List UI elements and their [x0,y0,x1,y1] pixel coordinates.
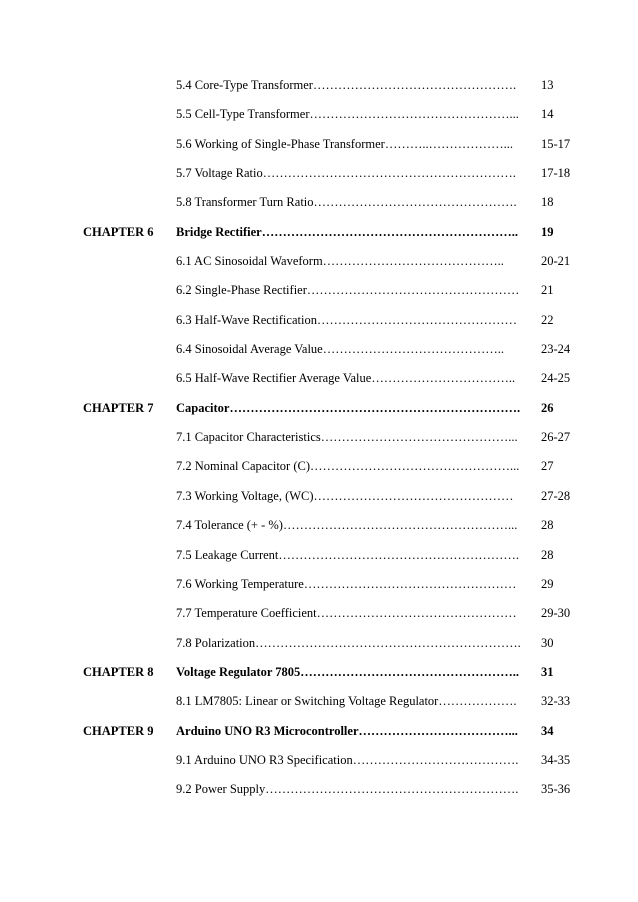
toc-entry-row [0,511,638,540]
toc-page-number: 13 [541,78,554,92]
toc-page-number: 15-17 [541,136,571,151]
toc-entry-title: 6.3 Half-Wave Rectification………………………………………… [176,312,517,327]
toc-entry-title: 7.2 Nominal Capacitor (C)…………………………………………... [176,459,520,474]
toc-entry-row [0,746,638,775]
toc-chapter-label: CHAPTER 7 [83,400,154,415]
toc-page-number: 14 [541,107,554,122]
toc-entry-title: 7.4 Tolerance (+ - %)………………………………………………... [176,518,518,533]
toc-entry-row [0,276,638,305]
toc-entry-row [0,570,638,599]
toc-entry-title: 6.2 Single-Phase Rectifier…………………………………………… [176,283,520,298]
toc-chapter-row [0,717,638,746]
toc-entry-title: 5.7 Voltage Ratio……………………………………………………. [176,166,516,181]
toc-entry-row [0,188,638,217]
toc-entry-title: 5.6 Working of Single-Phase Transformer………..………………... [176,136,513,151]
toc-page-number: 26-27 [541,430,571,445]
toc-entry-title: 7.6 Working Temperature…………………………………………… [176,576,517,591]
toc-entry-row [0,482,638,511]
toc-page-number: 35-36 [541,782,571,797]
toc-entry-title: 8.1 LM7805: Linear or Switching Voltage Regulator………………. [176,694,517,709]
toc-entry-title: 7.7 Temperature Coefficient………………………………………… [176,606,517,621]
toc-page-number: 32-33 [541,694,571,709]
toc-entry-title: 5.8 Transformer Turn Ratio…………………………………………. [176,195,517,210]
toc-page-number: 34 [541,723,554,738]
toc-entry-title: 7.3 Working Voltage, (WC)………………………………………… [176,488,514,503]
toc-entry-title: Voltage Regulator 7805…………………………………………….. [176,664,520,679]
toc-page-number: 27 [541,459,554,474]
toc-page-number: 17-18 [541,166,571,181]
toc-page-number: 26 [541,400,554,415]
toc-entry-title: 7.8 Polarization………………………………………………………. [176,635,521,650]
toc-chapter-row [0,218,638,247]
toc-page-number: 20-21 [541,254,571,269]
toc-entry-row [0,775,638,804]
toc-entry-row [0,687,638,716]
table-of-contents [0,71,638,805]
toc-chapter-row [0,394,638,423]
toc-page-number: 30 [541,635,554,650]
toc-page-number: 29-30 [541,606,571,621]
toc-entry-title: 9.2 Power Supply……………………………………………………. [176,782,519,797]
toc-entry-row [0,130,638,159]
toc-page-number: 24-25 [541,371,571,386]
toc-page-number: 27-28 [541,488,571,503]
toc-entry-title: 9.1 Arduino UNO R3 Specification…………………………………. [176,752,519,767]
toc-page-number: 31 [541,664,554,679]
toc-entry-title: 6.1 AC Sinosoidal Waveform…………………………………….. [176,254,504,269]
toc-entry-row [0,247,638,276]
toc-entry-row [0,159,638,188]
toc-entry-title: 5.5 Cell-Type Transformer…………………………………………... [176,107,519,122]
toc-entry-title: 6.4 Sinosoidal Average Value…………………………………….. [176,342,504,357]
toc-chapter-label: CHAPTER 8 [83,664,154,679]
toc-entry-row [0,541,638,570]
toc-page-number: 19 [541,224,554,239]
toc-chapter-label: CHAPTER 6 [83,224,154,239]
toc-page-number: 22 [541,312,554,327]
toc-page-number: 34-35 [541,752,571,767]
toc-entry-title: Capacitor……………………………………………………………. [176,400,521,415]
toc-entry-title: Bridge Rectifier…………………………………………………….. [176,224,518,239]
toc-page-number: 18 [541,195,554,210]
toc-entry-row [0,629,638,658]
toc-page-number: 23-24 [541,342,571,357]
toc-page-number: 28 [541,518,554,533]
toc-page-number: 21 [541,283,554,298]
toc-entry-row [0,335,638,364]
toc-entry-row [0,599,638,628]
toc-entry-row [0,306,638,335]
toc-page-number: 29 [541,576,554,591]
toc-entry-row [0,364,638,393]
toc-chapter-row [0,658,638,687]
toc-entry-row [0,71,638,100]
toc-entry-title: 7.5 Leakage Current…………………………………………………. [176,547,520,562]
toc-page-number: 28 [541,547,554,562]
toc-chapter-label: CHAPTER 9 [83,723,154,738]
toc-entry-title: 7.1 Capacitor Characteristics………………………………………... [176,430,518,445]
toc-entry-title: 6.5 Half-Wave Rectifier Average Value…………………………….. [176,371,516,386]
toc-entry-row [0,452,638,481]
toc-entry-row [0,100,638,129]
toc-entry-row [0,423,638,452]
toc-entry-title: Arduino UNO R3 Microcontroller………………………………... [176,723,518,738]
toc-entry-title: 5.4 Core-Type Transformer…………………………………………. [176,78,517,92]
